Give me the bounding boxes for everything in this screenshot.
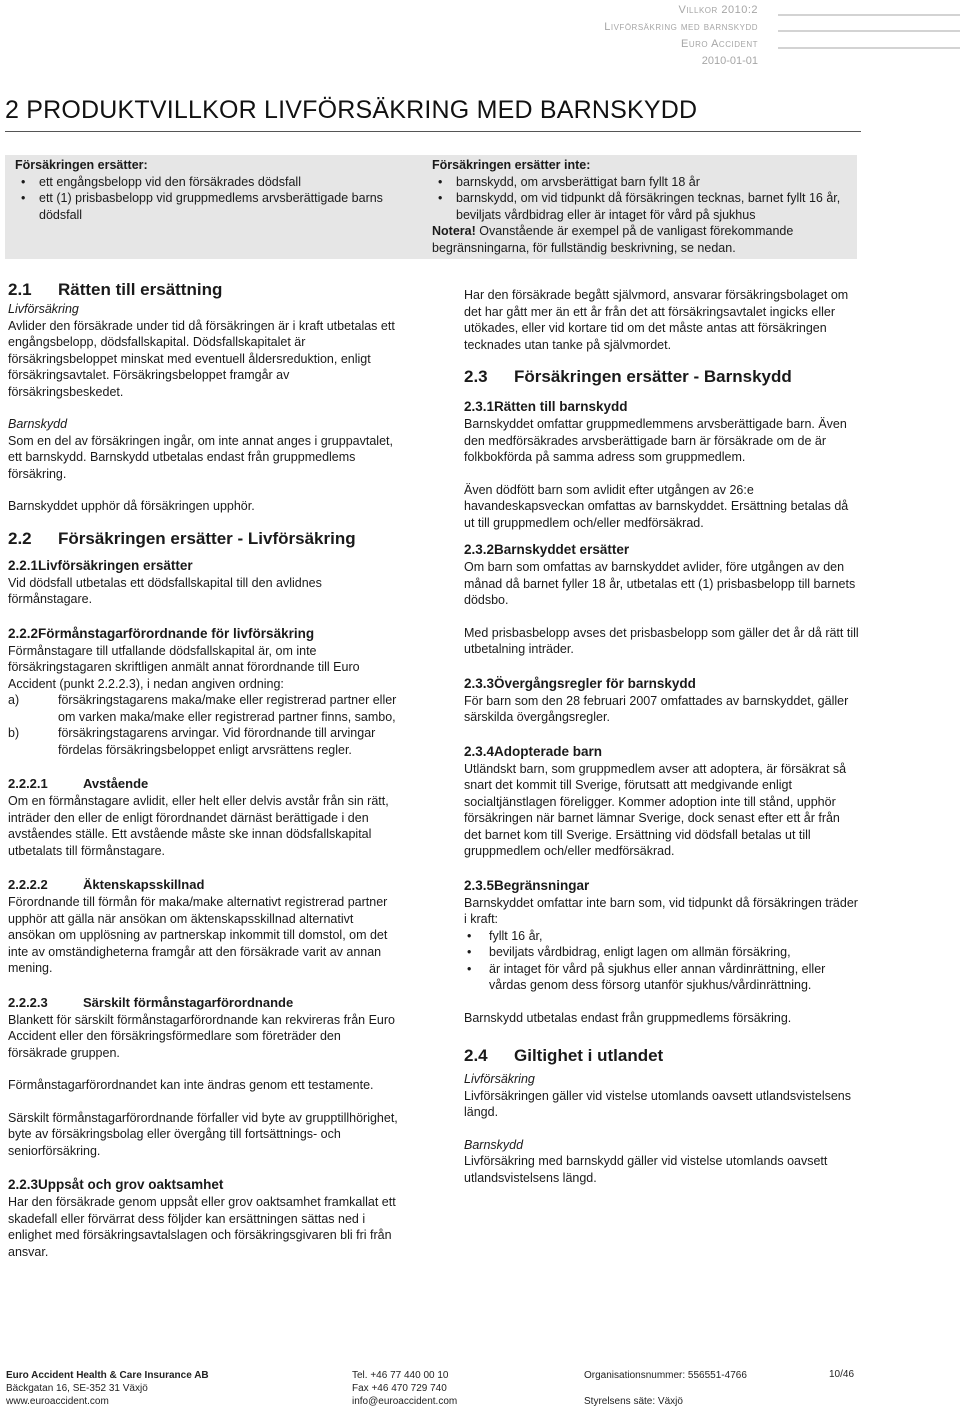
paragraph: Barnskyddet omfattar inte barn som, vid tidpunkt då försäkringen träder i kraft: (464, 895, 858, 926)
subsection-heading (8, 557, 403, 575)
section-number: 2.1 (8, 280, 32, 299)
footer-email[interactable]: info@euroaccident.com (352, 1396, 458, 1407)
paragraph: Har den försäkrade genom uppsåt eller grov oaktsamhet framkallat ett skadefall eller förvärrat dess följder kan ersättningen sättas ned i enlighet med försäkringsavtalslagen och försäkringsgivaren bli fri från ansvar. (8, 1195, 396, 1259)
section-number: 2.2.1 (8, 557, 39, 573)
subsection-heading (464, 877, 859, 895)
summary-note (432, 223, 852, 256)
section-title: Rätten till ersättning (58, 280, 223, 299)
list-item: • ett engångsbelopp vid den försäkrades dödsfall (15, 174, 400, 191)
section-title: Övergångsregler för barnskydd (494, 675, 696, 691)
header-rule (778, 30, 960, 32)
paragraph: Även dödfött barn som avlidit efter utgången av 26:e havandeskapsveckan omfattas av barnskyddet. Ersättning betalas då ut till gruppmedlem och/eller medförsäkrad. (464, 482, 849, 530)
page-number: 10/46 (829, 1369, 855, 1380)
note-text: Ovanstående är exempel på de vanligast förekommande begränsningarna, för fullständig beskrivning, se nedan. (432, 224, 794, 255)
subheading: Barnskydd (464, 1137, 524, 1152)
paragraph: Livförsäkring med barnskydd gäller vid vistelse utomlands oavsett utlandsvistelsens längd. (464, 1154, 828, 1185)
footer-phone: Tel. +46 77 440 00 10 (352, 1370, 449, 1381)
paragraph: Om en förmånstagare avlidit, eller helt eller delvis avstår från sin rätt, inträder den eller de enligt förordnandet därnäst berättigade i den avståendes ställe. Ett avstående måste ske innan dödsfallskapital utbetalats till förmånstagare. (8, 794, 389, 858)
title-rule (5, 131, 861, 132)
section-number: 2.2.2 (8, 625, 39, 641)
paragraph: Om barn som omfattas av barnskyddet avlider, före utgången av den månad då barnet fyller 18 år, utbetalas ett (1) prisbasbelopp till barnets dödsbo. (464, 560, 856, 607)
section-title: Begränsningar (494, 877, 590, 893)
product-name: Livförsäkring med barnskydd (604, 21, 758, 33)
paragraph: Som en del av försäkringen ingår, om inte annat anges i gruppavtalet, ett barnskydd. Barnskydd utbetalas endast från gruppmedlems försäkring. (8, 433, 393, 481)
section-title: Rätten till barnskydd (494, 399, 628, 414)
section-title: Försäkringen ersätter - Barnskydd (514, 367, 792, 386)
header-rule (778, 47, 960, 49)
section-number: 2.3.5 (464, 877, 495, 893)
list-label: b) (8, 726, 20, 740)
section-title: Äktenskapsskillnad (83, 877, 205, 892)
list-label: a) (8, 693, 20, 707)
company-name: Euro Accident (681, 38, 758, 50)
section-heading (464, 1045, 859, 1067)
excludes-column (432, 157, 852, 256)
subsection-heading (8, 625, 403, 643)
paragraph: Förmånstagarförordnandet kan inte ändras genom ett testamente. (8, 1078, 374, 1092)
paragraph: Särskilt förmånstagarförordnande förfaller vid byte av grupptillhörighet, byte av försäkringsbolag eller övergång till fortsättnings- och seniorförsäkring. (8, 1110, 398, 1158)
covers-title: Försäkringen ersätter: (15, 158, 148, 172)
section-number: 2.3.2 (464, 542, 495, 557)
subsection-heading (8, 775, 403, 793)
doc-date: 2010-01-01 (701, 55, 758, 67)
footer-company: Euro Accident Health & Care Insurance AB (6, 1370, 209, 1381)
excludes-list (432, 174, 852, 224)
paragraph: Barnskydd utbetalas endast från gruppmedlems försäkring. (464, 1010, 792, 1025)
section-heading (464, 366, 859, 388)
section-number: 2.2.3 (8, 1177, 39, 1192)
paragraph: Barnskyddet omfattar gruppmedlemmens arvsberättigade barn. Även den medförsäkrades arvsberättigade barn är försäkrade om de är folkbokförda på samma adress som gruppmedlem. (464, 417, 847, 464)
footer-website[interactable]: www.euroaccident.com (6, 1396, 109, 1407)
section-number: 2.3.3 (464, 675, 495, 691)
summary-box (5, 155, 857, 259)
subsection-heading (464, 743, 859, 761)
subsection-heading (8, 994, 403, 1012)
list-item (8, 692, 403, 725)
paragraph: Vid dödsfall utbetalas ett dödsfallskapital till den avlidnes förmånstagare. (8, 575, 322, 606)
subsection-heading (464, 398, 859, 416)
right-column (464, 287, 859, 1186)
footer-fax: Fax +46 470 729 740 (352, 1383, 447, 1394)
paragraph: För barn som den 28 februari 2007 omfattades av barnskyddet, gäller särskilda övergångsregler. (464, 693, 849, 724)
list-text: försäkringstagarens maka/make eller registrerad partner eller om varken maka/make eller registrerad partner finns, sambo, (58, 693, 397, 724)
list-item (8, 725, 403, 758)
section-title: Avstående (83, 776, 149, 791)
section-number: 2.3 (464, 367, 488, 386)
subheading: Livförsäkring (8, 302, 79, 316)
section-heading (8, 279, 403, 301)
document-header (604, 2, 758, 70)
section-title: Försäkringen ersätter - Livförsäkring (58, 528, 356, 548)
subsection-heading (464, 675, 859, 693)
covers-column (15, 157, 400, 223)
section-title: Giltighet i utlandet (514, 1046, 664, 1065)
section-number: 2.4 (464, 1046, 488, 1065)
covers-list (15, 174, 400, 224)
paragraph: Förmånstagare till utfallande dödsfallskapital är, om inte försäkringstagaren skriftligen anmält annat förordnande till Euro Accident (punkt 2.2.2.3), i nedan angiven ordning: (8, 643, 360, 691)
excludes-title: Försäkringen ersätter inte: (432, 158, 591, 172)
subheading: Livförsäkring (464, 1072, 535, 1086)
list-item: • fyllt 16 år, (464, 928, 859, 945)
section-number: 2.3.1 (464, 399, 495, 414)
list-item: • beviljats vårdbidrag, enligt lagen om allmän försäkring, (464, 944, 859, 961)
paragraph: Livförsäkringen gäller vid vistelse utomlands oavsett utlandsvistelsens längd. (464, 1088, 851, 1119)
section-number: 2.2.2.2 (8, 877, 48, 892)
footer-address: Bäckgatan 16, SE-352 31 Växjö (6, 1383, 148, 1394)
paragraph: Avlider den försäkrade under tid då försäkringen är i kraft utbetalas ett engångsbelopp, dödsfallskapital. Dödsfallskapitalet är försäkringsbeloppet minskat med eventuell åldersreduktion, enligt försäkringsavtalet. Försäkringsbeloppet framgår av försäkringsbeskedet. (8, 318, 395, 399)
paragraph: Barnskyddet upphör då försäkringen upphör. (8, 499, 255, 513)
list-item: • ett (1) prisbasbelopp vid gruppmedlems arvsberättigade barns dödsfall (15, 190, 400, 223)
paragraph: Blankett för särskilt förmånstagarförordnande kan rekvireras från Euro Accident eller den försäkringsförmedlare som företräder den försäkrade gruppen. (8, 1012, 395, 1060)
subsection-heading (8, 876, 403, 894)
note-label: Notera! (432, 224, 476, 238)
doc-label: Villkor 2010:2 (678, 4, 758, 16)
footer-board-seat: Styrelsens säte: Växjö (584, 1396, 683, 1407)
list-item: • barnskydd, om vid tidpunkt då försäkringen tecknas, barnet fyllt 16 år, beviljats vårdbidrag eller är intaget för vård på sjukhus (432, 190, 852, 223)
footer-orgnr: Organisationsnummer: 556551-4766 (584, 1370, 747, 1381)
section-number: 2.2 (8, 528, 32, 548)
subheading: Barnskydd (8, 417, 68, 431)
subsection-heading (464, 541, 859, 559)
page-title: 2 PRODUKTVILLKOR LIVFÖRSÄKRING MED BARNSKYDD (5, 96, 698, 124)
section-title: Uppsåt och grov oaktsamhet (38, 1177, 224, 1192)
list-text: försäkringstagarens arvingar. Vid förordnande till arvingar fördelas försäkringsbeloppet enligt arvsrättens regler. (58, 726, 376, 757)
paragraph: Utländskt barn, som gruppmedlem avser att adoptera, är försäkrat så snart det kommit till Sverige, förutsatt att medgivande enligt socialtjänstlagen föreligger. Kommer adoption inte till stånd, upphör försäkringen när barnet lämnar Sverige, dock senast efter ett år från det barnet kom till Sverige. Ersättning vid dödsfall betalas ut till gruppmedlem och/eller medförsäkrad. (464, 761, 847, 858)
section-title: Livförsäkringen ersätter (38, 557, 193, 573)
section-number: 2.2.2.1 (8, 776, 48, 791)
paragraph: Förordnande till förmån för maka/make alternativt registrerad partner upphör att gälla när ansökan om äktenskapsskillnad alternativt ansökan om upplösning av partnerskap inkommit till domstol, om det inte av omständigheterna framgår att den försäkrade varit av annan mening. (8, 895, 388, 975)
paragraph: Har den försäkrade begått självmord, ansvarar försäkringsbolaget om det har gått mer än ett år från det att försäkringsavtalet ingicks eller utökades, eller vid kortare tid om det måste antas att försäkringen tecknades utan tanke på självmordet. (464, 288, 849, 352)
section-number: 2.3.4 (464, 743, 495, 759)
list-item: • barnskydd, om arvsberättigat barn fyllt 18 år (432, 174, 852, 191)
section-title: Adopterade barn (494, 743, 603, 759)
header-rule (778, 14, 960, 16)
section-heading (8, 528, 403, 550)
paragraph: Med prisbasbelopp avses det prisbasbelopp som gäller det år då rätt till utbetalning inträder. (464, 625, 859, 656)
section-number: 2.2.2.3 (8, 994, 48, 1010)
subsection-heading (8, 1176, 403, 1194)
section-title: Förmånstagarförordnande för livförsäkring (38, 625, 315, 641)
left-column (8, 279, 403, 1260)
section-title: Särskilt förmånstagarförordnande (83, 994, 294, 1010)
list-item: • är intaget för vård på sjukhus eller annan vårdinrättning, eller vårdas genom dess försorg utanför sjukhus/vårdinrättning. (464, 961, 859, 994)
section-title: Barnskyddet ersätter (494, 542, 630, 557)
